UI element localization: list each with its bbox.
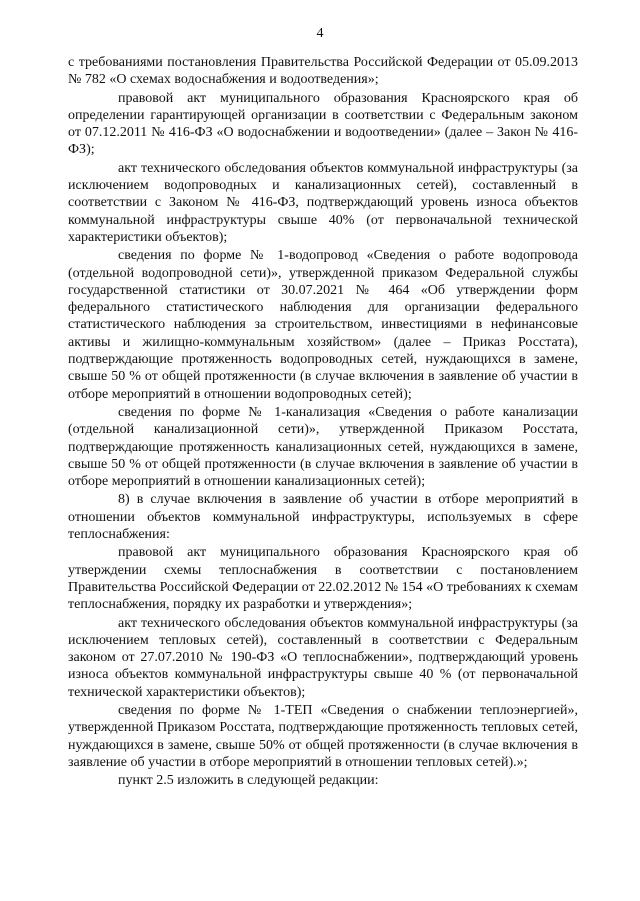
document-body	[68, 54, 578, 790]
paragraph-3: акт технического обследования объектов коммунальной инфраструктуры (за исключением водопроводных и канализационных сетей), составленный в соответствии с Законом № 416-ФЗ, подтверждающий уровень износа объектов коммунальной инфраструктуры свыше 40% (от первоначальной технической характеристики объектов);	[68, 160, 578, 245]
paragraph-8: акт технического обследования объектов коммунальной инфраструктуры (за исключением тепловых сетей), составленный в соответствии с Федеральным законом от 27.07.2010 № 190-ФЗ «О теплоснабжении», подтверждающий уровень износа объектов коммунальной инфраструктуры свыше 40 % (от первоначальной технической характеристики объектов);	[68, 615, 578, 700]
paragraph-9: сведения по форме № 1-ТЕП «Сведения о снабжении теплоэнергией», утвержденной Приказом Росстата, подтверждающие протяженность тепловых сетей, нуждающихся в замене, свыше 50% от общей протяженности (в случае включения в заявление об участии в отборе мероприятий в отношении тепловых сетей).»;	[68, 702, 578, 770]
paragraph-4: сведения по форме № 1-водопровод «Сведения о работе водопровода (отдельной водопроводной сети)», утвержденной приказом Федеральной службы государственной статистики от 30.07.2021 № 464 «Об утверждении форм федерального статистического наблюдения для организации федерального статистического наблюдения за строительством, инвестициями в нефинансовые активы и жилищно-коммунальным хозяйством» (далее – Приказ Росстата), подтверждающие протяженность водопроводных сетей, нуждающихся в замене, свыше 50 % от общей протяженности (в случае включения в заявление об участии в отборе мероприятий в отношении водопроводных сетей);	[68, 248, 578, 402]
paragraph-7: правовой акт муниципального образования Красноярского края об утверждении схемы теплоснабжения в соответствии с постановлением Правительства Российской Федерации от 22.02.2012 № 154 «О требованиях к схемам теплоснабжения, порядку их разработки и утверждения»;	[68, 545, 578, 613]
page-number: 4	[316, 26, 324, 41]
paragraph-5: сведения по форме № 1-канализация «Сведения о работе канализации (отдельной канализационной сети)», утвержденной Приказом Росстата, подтверждающие протяженность канализационных сетей, нуждающихся в замене, свыше 50 % от общей протяженности (в случае включения в заявление об участии в отборе мероприятий в отношении канализационных сетей);	[68, 404, 578, 490]
paragraph-6: 8) в случае включения в заявление об участии в отборе мероприятий в отношении объектов коммунальной инфраструктуры, используемых в сфере теплоснабжения:	[68, 492, 578, 543]
paragraph-2: правовой акт муниципального образования Красноярского края об определении гарантирующей организации в соответствии с Федеральным законом от 07.12.2011 № 416-ФЗ «О водоснабжении и водоотведении» (далее – Закон № 416-ФЗ);	[68, 90, 578, 158]
paragraph-1: с требованиями постановления Правительства Российской Федерации от 05.09.2013 № 782 «О схемах водоснабжения и водоотведения»;	[68, 55, 578, 88]
paragraph-10: пункт 2.5 изложить в следующей редакции:	[118, 773, 379, 789]
